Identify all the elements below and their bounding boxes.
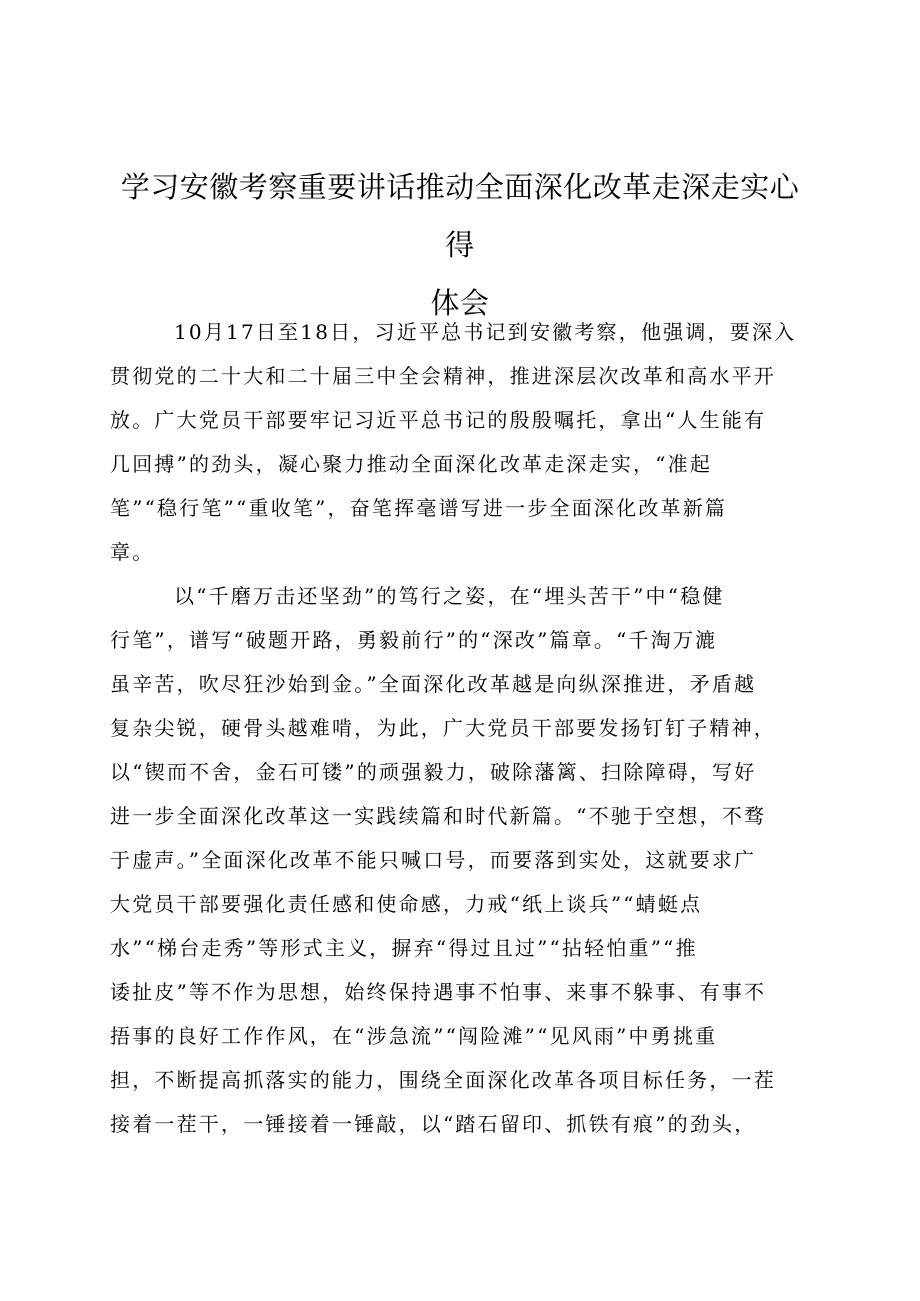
document-title (110, 158, 810, 332)
paragraph-2 (110, 574, 810, 1146)
paragraph-line: 接着一茬干，一锤接着一锤敲，以“踏石留印、抓铁有痕”的劲头， (110, 1112, 757, 1136)
paragraph-line: 大党员干部要强化责任感和使命感，力戒“纸上谈兵”“蜻蜓点 (110, 892, 703, 916)
paragraph-line: 10月17日至18日，习近平总书记到安徽考察，他强调，要深入 (174, 320, 797, 344)
paragraph-line: 进一步全面深化改革这一实践续篇和时代新篇。“不驰于空想，不骛 (110, 804, 767, 828)
paragraph-line: 章。 (110, 540, 155, 564)
paragraph-line: 诿扯皮”等不作为思想，始终保持遇事不怕事、来事不躲事、有事不 (110, 980, 767, 1004)
paragraph-line: 复杂尖锐，硬骨头越难啃，为此，广大党员干部要发扬钉钉子精神， (110, 716, 776, 740)
document-body (110, 310, 810, 1146)
paragraph-line: 以“千磨万击还坚劲”的笃行之姿，在“埋头苦干”中“稳健 (174, 584, 725, 608)
paragraph-line: 笔”“稳行笔”“重收笔”，奋笔挥毫谱写进一步全面深化改革新篇 (110, 496, 728, 520)
paragraph-line: 担，不断提高抓落实的能力，围绕全面深化改革各项目标任务，一茬 (110, 1068, 776, 1092)
paragraph-line: 于虚声。”全面深化改革不能只喊口号，而要落到实处，这就要求广 (110, 848, 757, 872)
paragraph-line: 放。广大党员干部要牢记习近平总书记的殷殷嘱托，拿出“人生能有 (110, 408, 767, 432)
paragraph-line: 水”“梯台走秀”等形式主义，摒弃“得过且过”“拈轻怕重”“推 (110, 936, 698, 960)
paragraph-line: 捂事的良好工作作风，在“涉急流”“闯险滩”“见风雨”中勇挑重 (110, 1024, 718, 1048)
paragraph-line: 贯彻党的二十大和二十届三中全会精神，推进深层次改革和高水平开 (110, 364, 776, 388)
paragraph-line: 以“锲而不舍，金石可镂”的顽强毅力，破除藩篱、扫除障碍，写好 (110, 760, 757, 784)
title-line-1: 学习安徽考察重要讲话推动全面深化改革走深走实心得 (120, 170, 800, 262)
paragraph-line: 行笔”，谱写“破题开路，勇毅前行”的“深改”篇章。“千淘万漉 (110, 628, 718, 652)
paragraph-line: 几回搏”的劲头，凝心聚力推动全面深化改革走深走实，“准起 (110, 452, 713, 476)
title-line-2: 体会 (430, 286, 490, 320)
paragraph-1 (110, 310, 810, 574)
paragraph-line: 虽辛苦，吹尽狂沙始到金。”全面深化改革越是向纵深推进，矛盾越 (110, 672, 757, 696)
